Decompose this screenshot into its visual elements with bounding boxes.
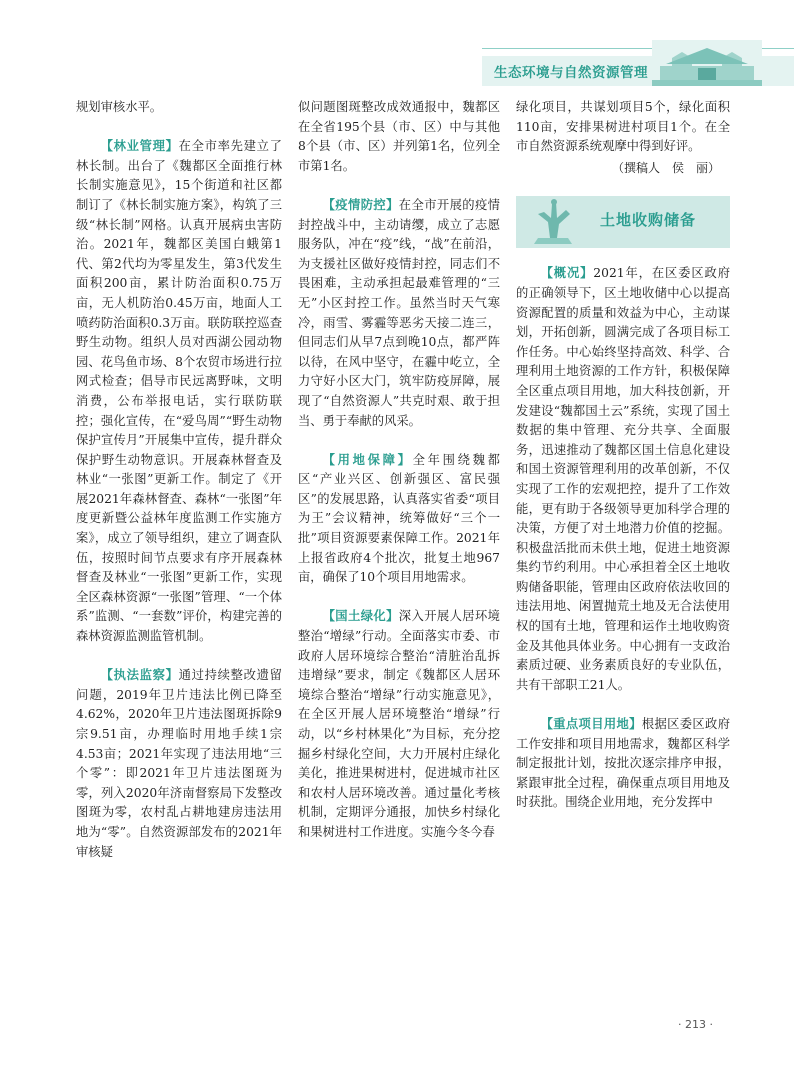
- page-header: [0, 0, 794, 92]
- section-tag: 【执法监察】: [100, 668, 179, 683]
- paragraph-continuation: 绿化项目，共谋划项目5个，绿化面积110亩，安排果树进村项目1个。在全市自然资源系统观摩中得到好评。: [516, 100, 730, 154]
- paragraph-text: 深入开展人居环境整治“增绿”行动。全面落实市委、市政府人居环境综合整治“清脏治乱拆违增绿”要求，制定《魏都区人居环境综合整治“增绿”行动实施意见》，在全区开展人居环境整治“增绿”行动，以“乡村林果化”为目标，充分挖掘乡村绿化空间，大力开展村庄绿化美化，推进果树进村，促进城市社区和农村人居环境改善。通过量化考核机制，定期评分通报，加快乡村绿化和果树进村工作进度。实施今冬今春: [298, 609, 500, 839]
- paragraph-text: 在全市开展的疫情封控战斗中，主动请缨，成立了志愿服务队，冲在“疫”线，“战”在前沿，为支援社区做好疫情封控，同志们不畏困难，主动承担起最难管理的“三无”小区封控工作。虽然当时天气寒冷，雨雪、雾霾等恶劣天接二连三，但同志们从早7点到晚10点，都严阵以待，在风中坚守，在霾中屹立，全力守好小区大门，筑牢防疫屏障，展现了“自然资源人”共克时艰、敢于担当、勇于奉献的风采。: [298, 197, 500, 428]
- paragraph-continuation: 似问题图斑整改成效通报中，魏都区在全省195个县（市、区）中与其他8个县（市、区）并列第1名，位列全市第1名。: [298, 100, 500, 173]
- paragraph-continuation: 规划审核水平。: [76, 100, 163, 114]
- paragraph-land-use-guarantee: [298, 451, 500, 588]
- section-tag: 【用地保障】: [322, 452, 413, 467]
- section-heading-band: [516, 196, 730, 248]
- column-2: [298, 98, 500, 843]
- column-1: [76, 98, 282, 862]
- paragraph-text: 在全市率先建立了林长制。出台了《魏都区全面推行林长制实施意见》，15个街道和社区都制订了《林长制实施方案》，构筑了三级“林长制”网格。认真开展病虫害防治。2021年，魏都区美国白蛾第1代、第2代均为零星发生，第3代发生面积200亩，累计防治面积0.75万亩，无人机防治0.45万亩，地面人工喷药防治面积0.3万亩。联防联控巡查野生动物。组织人员对西湖公园动物园、花鸟鱼市场、8个农贸市场进行拉网式检查；倡导市民远离野味，文明消费，公布举报电话，实行联防联控；强化宣传，在“爱鸟周”“野生动物保护宣传月”开展集中宣传，提升群众保护野生动物意识。开展森林督查及林业“一张图”更新工作。制定了《开展2021年森林督查、森林“一张图”年度更新暨公益林年度监测工作实施方案》，成立了领导组织，建立了调查队伍，按照时间节点要求有序开展森林督查及林业“一张图”更新工作，实现全区森林资源“一张图”管理、“一个体系”监测、“一套数”评价，构建完善的森林资源监测监管机制。: [76, 139, 282, 644]
- paragraph-text: 通过持续整改遗留问题，2019年卫片违法比例已降至4.62%，2020年卫片违法图斑拆除9宗9.51亩，办理临时用地手续1宗4.53亩；2021年实现了违法用地“三个零”：即2021年卫片违法图斑为零，列入2020年济南督察局下发整改图斑为零，农村乱占耕地建房违法用地为“零”。自然资源部发布的2021年审核疑: [76, 668, 282, 859]
- column-3: [516, 98, 730, 813]
- paragraph-key-project-land: [516, 715, 730, 813]
- section-tag: 【疫情防控】: [322, 197, 399, 212]
- paragraph-overview: [516, 264, 730, 695]
- gate-tower-illustration-icon: [652, 40, 762, 86]
- paragraph-text: 全年围绕魏都区“产业兴区、创新强区、富民强区”的发展思路，认真落实省委“项目为王”会议精神，统筹做好“三个一批”项目资源要素保障工作。2021年上报省政府4个批次，批复土地967亩，确保了10个项目用地需求。: [298, 452, 500, 585]
- paragraph-text: 根据区委区政府工作安排和项目用地需求，魏都区科学制定报批计划，按批次逐宗排序申报，紧跟审批全过程，确保重点项目用地及时获批。围绕企业用地，充分发挥中: [516, 717, 730, 810]
- section-tag: 【国土绿化】: [322, 609, 399, 624]
- section-tag: 【重点项目用地】: [540, 717, 642, 732]
- running-header-title: 生态环境与自然资源管理: [494, 65, 648, 81]
- author-credit: （撰稿人 侯 丽）: [611, 160, 720, 175]
- paragraph-epidemic-prevention: [298, 196, 500, 431]
- paragraph-forestry-management: [76, 137, 282, 646]
- paragraph-text: 2021年，在区委区政府的正确领导下，区土地收储中心以提高资源配置的质量和效益为中心，主动谋划，开拓创新，圆满完成了各项目标工作任务。中心始终坚持高效、科学、合理利用土地资源的工作方针，积极保障全区重点项目用地，加大科技创新，开发建设“魏都国土云”系统，实现了国土数据的集中管理、充分共享、全面服务，迅速推动了魏都区国土信息化建设和国土资源管理利用的改革创新，不仅实现了工作的宏观把控，提升了工作效能，更有助于各级领导更加科学合理的决策，方便了对土地潜力价值的挖掘。积极盘活批而未供土地，促进土地资源集约节约利用。中心承担着全区土地收购储备职能，管理由区政府依法收回的违法用地、闲置抛荒土地及无合法使用权的国有土地，管理和运作土地收购资金及其他具体业务。中心拥有一支政治素质过硬、业务素质良好的专业队伍，共有干部职工21人。: [516, 266, 730, 692]
- section-tag: 【林业管理】: [100, 139, 179, 154]
- section-tag: 【概况】: [540, 266, 594, 281]
- section-title: 土地收购储备: [600, 211, 697, 230]
- sculpture-illustration-icon: [524, 198, 582, 246]
- paragraph-land-greening: [298, 607, 500, 842]
- paragraph-law-enforcement: [76, 666, 282, 862]
- page-number: · 213 ·: [678, 1018, 713, 1031]
